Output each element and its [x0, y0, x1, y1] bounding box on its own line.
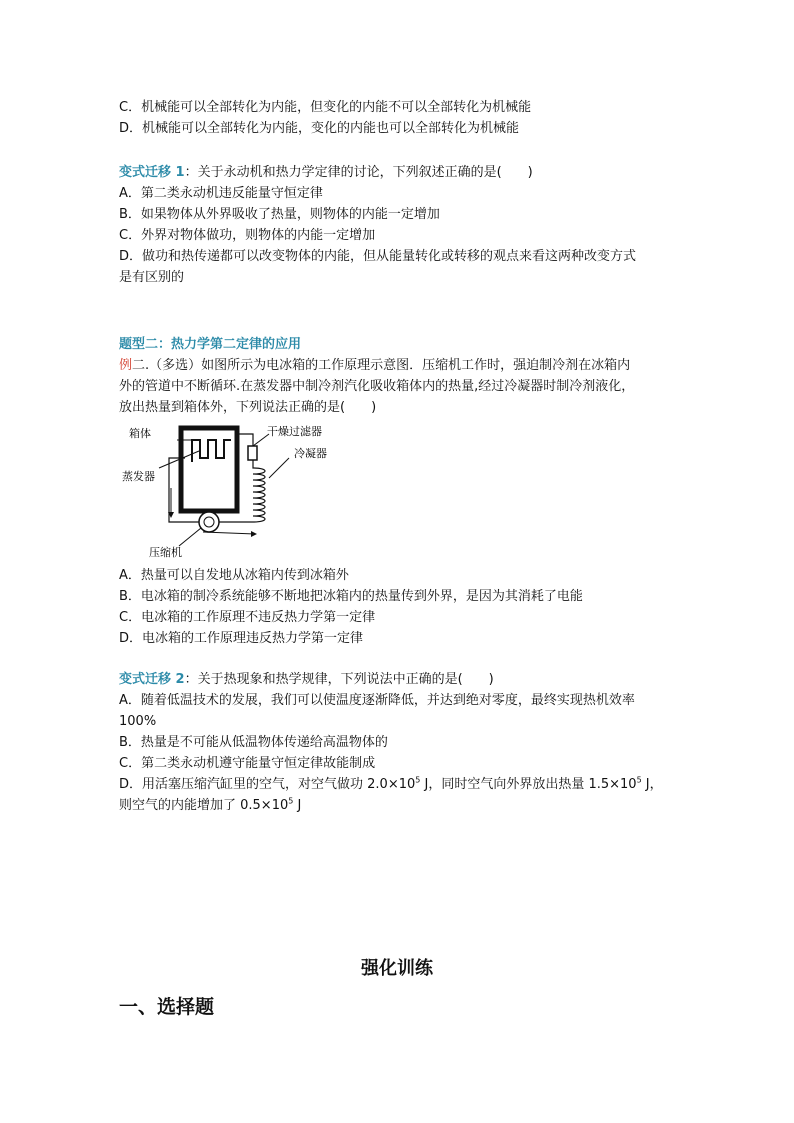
type2-title: 题型二：热力学第二定律的应用 — [119, 337, 302, 352]
flow-arrow-bottom — [203, 532, 255, 534]
d2-exponent: 5 — [288, 796, 294, 806]
transfer1-option-d-line1: D．做功和热传递都可以改变物体的内能，但从能量转化或转移的观点来看这两种改变方式 — [119, 249, 637, 264]
refrigerator-diagram — [119, 418, 349, 560]
transfer2-option-b: B．热量是不可能从低温物体传递给高温物体的 — [119, 735, 388, 750]
transfer2-option-a-line2: 100% — [119, 714, 157, 729]
d1-post: J， — [641, 777, 663, 792]
d1-pre: D．用活塞压缩汽缸里的空气，对空气做功 2.0×10 — [119, 777, 416, 792]
transfer2-option-d-line2 — [119, 795, 679, 816]
d2-post: J — [293, 798, 302, 813]
example2-option-a: A．热量可以自发地从冰箱内传到冰箱外 — [119, 568, 349, 583]
flow-arrowhead-bottom — [251, 531, 257, 537]
label-compressor: 压缩机 — [149, 546, 182, 559]
condenser-coil — [253, 460, 265, 522]
example2-option-c: C．电冰箱的工作原理不违反热力学第一定律 — [119, 610, 376, 625]
transfer1-option-d-line2: 是有区别的 — [119, 270, 185, 285]
section-heading: 强化训练 — [361, 958, 433, 979]
section-subheading: 一、选择题 — [119, 996, 215, 1018]
example2-line1 — [119, 355, 679, 376]
transfer2-question: ：关于热现象和热学规律，下列说法中正确的是( ) — [184, 672, 494, 687]
transfer2-option-d-line1 — [119, 774, 679, 795]
d1-exponent-1: 5 — [415, 775, 421, 785]
label-condenser: 冷凝器 — [294, 447, 327, 460]
d2-pre: 则空气的内能增加了 0.5×10 — [119, 798, 289, 813]
example2-line2: 外的管道中不断循环.在蒸发器中制冷剂汽化吸收箱体内的热量,经过冷凝器时制冷剂液化， — [119, 379, 635, 394]
example2-option-d: D．电冰箱的工作原理违反热力学第一定律 — [119, 631, 364, 646]
compressor-leader — [179, 528, 201, 546]
transfer2-label: 变式迁移 2 — [119, 672, 185, 687]
example2-option-b: B．电冰箱的制冷系统能够不断地把冰箱内的热量传到外界，是因为其消耗了电能 — [119, 589, 583, 604]
transfer2-option-a-line1: A．随着低温技术的发展，我们可以使温度逐渐降低，并达到绝对零度，最终实现热机效率 — [119, 693, 635, 708]
transfer1-question: ：关于永动机和热力学定律的讨论，下列叙述正确的是( ) — [184, 165, 533, 180]
transfer1-stem — [119, 162, 679, 183]
d1-exponent-2: 5 — [636, 775, 642, 785]
d1-mid: J，同时空气向外界放出热量 1.5×10 — [420, 777, 637, 792]
transfer2-option-c: C．第二类永动机遵守能量守恒定律故能制成 — [119, 756, 376, 771]
condenser-leader — [269, 458, 289, 478]
transfer1-label: 变式迁移 1 — [119, 165, 185, 180]
label-evaporator: 蒸发器 — [122, 470, 155, 483]
transfer1-option-a: A．第二类永动机违反能量守恒定律 — [119, 186, 323, 201]
option-d-top: D．机械能可以全部转化为内能，变化的内能也可以全部转化为机械能 — [119, 121, 520, 136]
label-box: 箱体 — [129, 427, 151, 440]
transfer2-stem — [119, 669, 679, 690]
compressor — [199, 512, 219, 532]
transfer1-option-c: C．外界对物体做功，则物体的内能一定增加 — [119, 228, 376, 243]
example-mark: 例 — [119, 358, 133, 373]
transfer1-option-b: B．如果物体从外界吸收了热量，则物体的内能一定增加 — [119, 207, 440, 222]
option-c-top: C．机械能可以全部转化为内能，但变化的内能不可以全部转化为机械能 — [119, 100, 532, 115]
example2-text: 二.（多选）如图所示为电冰箱的工作原理示意图．压缩机工作时，强迫制冷剂在冰箱内 — [132, 358, 631, 373]
dryer-filter — [248, 446, 257, 460]
label-dryer: 干燥过滤器 — [267, 425, 322, 438]
example2-line3: 放出热量到箱体外，下列说法正确的是( ) — [119, 400, 377, 415]
pipe-top — [239, 434, 253, 446]
